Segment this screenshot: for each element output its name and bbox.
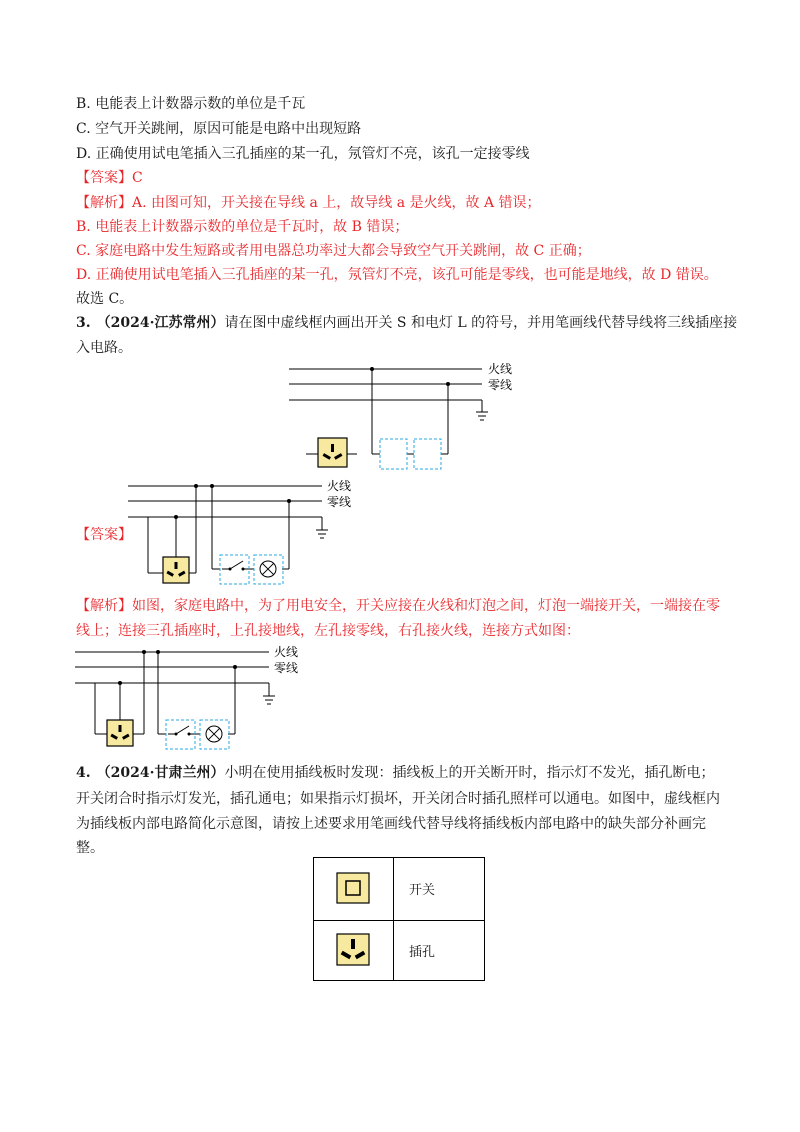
q3-text-1: 请在图中虚线框内画出开关 S 和电灯 L 的符号，并用笔画线代替导线将三线插座接 bbox=[224, 315, 738, 331]
wire-label-neutral: 零线 bbox=[274, 661, 299, 675]
analysis-label: 【解析】 bbox=[76, 195, 132, 211]
lamp-icon bbox=[206, 726, 222, 742]
socket-icon bbox=[107, 720, 133, 746]
table-divider bbox=[393, 858, 394, 980]
q3-analysis-text-1: 如图，家庭电路中，为了用电安全，开关应接在火线和灯泡之间，灯泡一端接开关，一端接在零 bbox=[132, 598, 720, 614]
q3-answer-label: 【答案】 bbox=[76, 527, 132, 543]
analysis-a-text: A. 由图可知，开关接在导线 a 上，故导线 a 是火线，故 A 错误； bbox=[132, 195, 541, 211]
switch-icon bbox=[314, 858, 394, 920]
legend-switch-label: 开关 bbox=[409, 883, 436, 898]
q4-line4: 整。 bbox=[76, 840, 104, 856]
legend-row-switch bbox=[314, 858, 484, 921]
answer-label: 【答案】 bbox=[76, 170, 132, 186]
socket-icon bbox=[314, 920, 394, 982]
option-b: B. 电能表上计数器示数的单位是千瓦 bbox=[76, 96, 306, 112]
option-c: C. 空气开关跳闸，原因可能是电路中出现短路 bbox=[76, 121, 362, 137]
wire-label-live: 火线 bbox=[274, 645, 299, 659]
q4-text-1: 小明在使用插线板时发现：插线板上的开关断开时，指示灯不发光，插孔断电； bbox=[224, 765, 715, 781]
answer-value: C bbox=[132, 170, 143, 186]
wire-label-neutral: 零线 bbox=[327, 495, 352, 509]
q4-line3: 为插线板内部电路简化示意图，请按上述要求用笔画线代替导线将插线板内部电路中的缺失部分补画完 bbox=[76, 816, 706, 832]
analysis-c: C. 家庭电路中发生短路或者用电器总功率过大都会导致空气开关跳闸，故 C 正确； bbox=[76, 243, 591, 259]
q3-number: 3. bbox=[76, 315, 91, 331]
analysis-b: B. 电能表上计数器示数的单位是千瓦时，故 B 错误； bbox=[76, 219, 409, 235]
legend-row-socket bbox=[314, 920, 484, 982]
q3-analysis-line2: 线上；连接三孔插座时，上孔接地线，左孔接零线，右孔接火线，连接方式如图： bbox=[76, 623, 580, 639]
conclusion: 故选 C。 bbox=[76, 291, 134, 307]
wire-label-live: 火线 bbox=[327, 479, 352, 493]
q4-line2: 开关闭合时指示灯发光，插孔通电；如果指示灯损坏，开关闭合时插孔照样可以通电。如图中，虚线框内 bbox=[76, 791, 720, 807]
q4-line1 bbox=[76, 763, 714, 783]
q3-source: （2024·江苏常州） bbox=[96, 315, 225, 331]
legend-socket-label: 插孔 bbox=[409, 945, 436, 960]
legend-table bbox=[313, 857, 485, 981]
wire-label-live: 火线 bbox=[488, 362, 513, 376]
q3-analysis-label: 【解析】 bbox=[76, 598, 132, 614]
analysis-d: D. 正确使用试电笔插入三孔插座的某一孔，氖管灯不亮，该孔可能是零线，也可能是地线，故 D 错误。 bbox=[76, 267, 718, 283]
q3-line2: 入电路。 bbox=[76, 340, 132, 356]
wire-label-neutral: 零线 bbox=[488, 378, 513, 392]
q4-number: 4. bbox=[76, 765, 91, 781]
q4-source: （2024·甘肃兰州） bbox=[96, 765, 225, 781]
option-d: D. 正确使用试电笔插入三孔插座的某一孔，氖管灯不亮，该孔一定接零线 bbox=[76, 146, 530, 162]
